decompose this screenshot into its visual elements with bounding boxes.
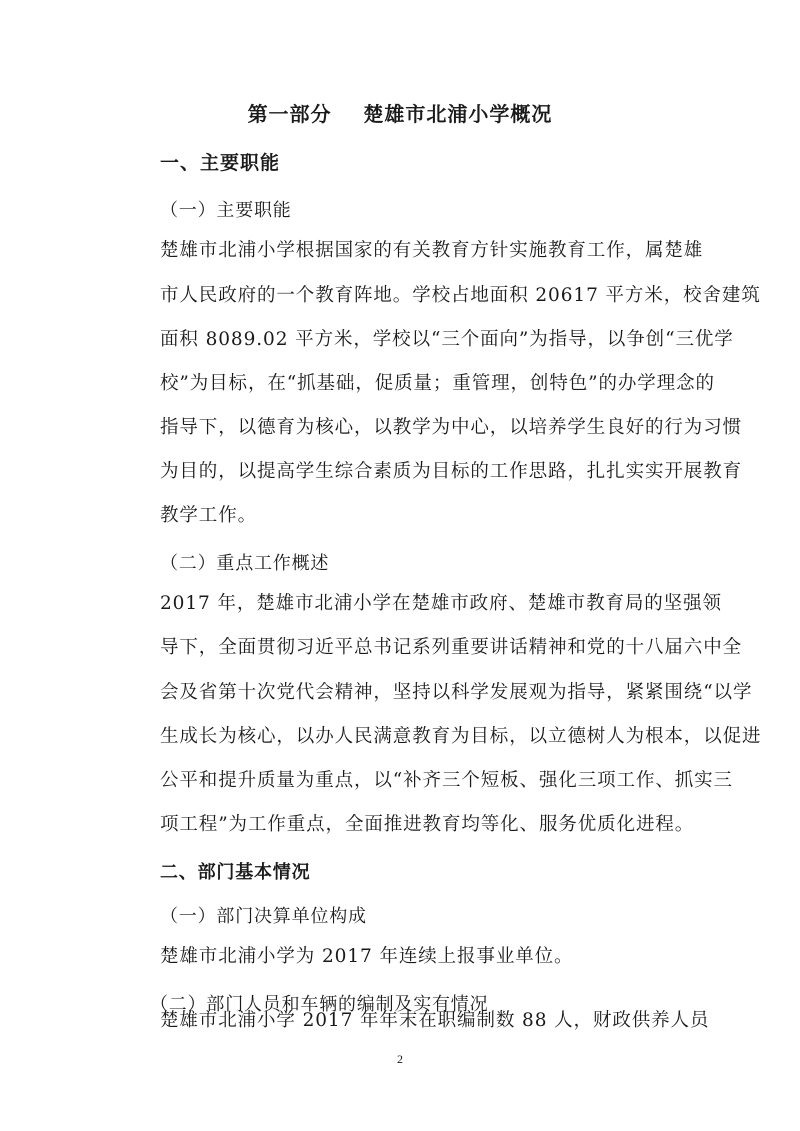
paragraph-line: 生成长为核心，以办人民满意教育为目标，以立德树人为根本，以促进 <box>160 726 762 747</box>
paragraph-line: 公平和提升质量为重点，以“补齐三个短板、强化三项工作、抓实三 <box>160 770 733 791</box>
page-title: 第一部分 楚雄市北浦小学概况 <box>247 102 553 126</box>
paragraph-line: 教学工作。 <box>160 505 258 526</box>
paragraph-line: 会及省第十次党代会精神，坚持以科学发展观为指导，紧紧围绕“以学 <box>160 682 753 703</box>
section-2-sub-2-heading: （二）部门人员和车辆的编制及实有情况 <box>150 994 489 1015</box>
section-2-heading: 二、部门基本情况 <box>160 862 311 883</box>
paragraph-line: 2017 年，楚雄市北浦小学在楚雄市政府、楚雄市教育局的坚强领 <box>160 593 722 614</box>
section-2-sub-1-heading: （一）部门决算单位构成 <box>160 906 367 927</box>
section-1-sub-2-heading: （二）重点工作概述 <box>160 553 330 574</box>
section-1-sub-1-heading: （一）主要职能 <box>160 200 292 221</box>
page-number: 2 <box>397 1052 403 1066</box>
paragraph-line: 楚雄市北浦小学为 2017 年连续上报事业单位。 <box>160 946 574 967</box>
paragraph-line: 导下，全面贯彻习近平总书记系列重要讲话精神和党的十八届六中全 <box>160 637 743 658</box>
paragraph-line: 项工程”为工作重点，全面推进教育均等化、服务优质化进程。 <box>160 814 695 835</box>
paragraph-line: 指导下，以德育为核心，以教学为中心，以培养学生良好的行为习惯 <box>160 417 743 438</box>
paragraph-line: 校”为目标，在“抓基础，促质量；重管理，创特色”的办学理念的 <box>160 373 715 394</box>
paragraph-line: 楚雄市北浦小学 2017 年年末在职编制数 88 人，财政供养人员 <box>160 1010 710 1031</box>
paragraph-line: 楚雄市北浦小学根据国家的有关教育方针实施教育工作，属楚雄 <box>160 240 704 261</box>
paragraph-line: 为目的，以提高学生综合素质为目标的工作思路，扎扎实实开展教育 <box>160 461 743 482</box>
paragraph-line: 市人民政府的一个教育阵地。学校占地面积 20617 平方米，校舍建筑 <box>160 285 761 306</box>
paragraph-line: 面积 8089.02 平方米，学校以“三个面向”为指导，以争创“三优学 <box>160 329 734 350</box>
section-1-heading: 一、主要职能 <box>160 152 281 174</box>
